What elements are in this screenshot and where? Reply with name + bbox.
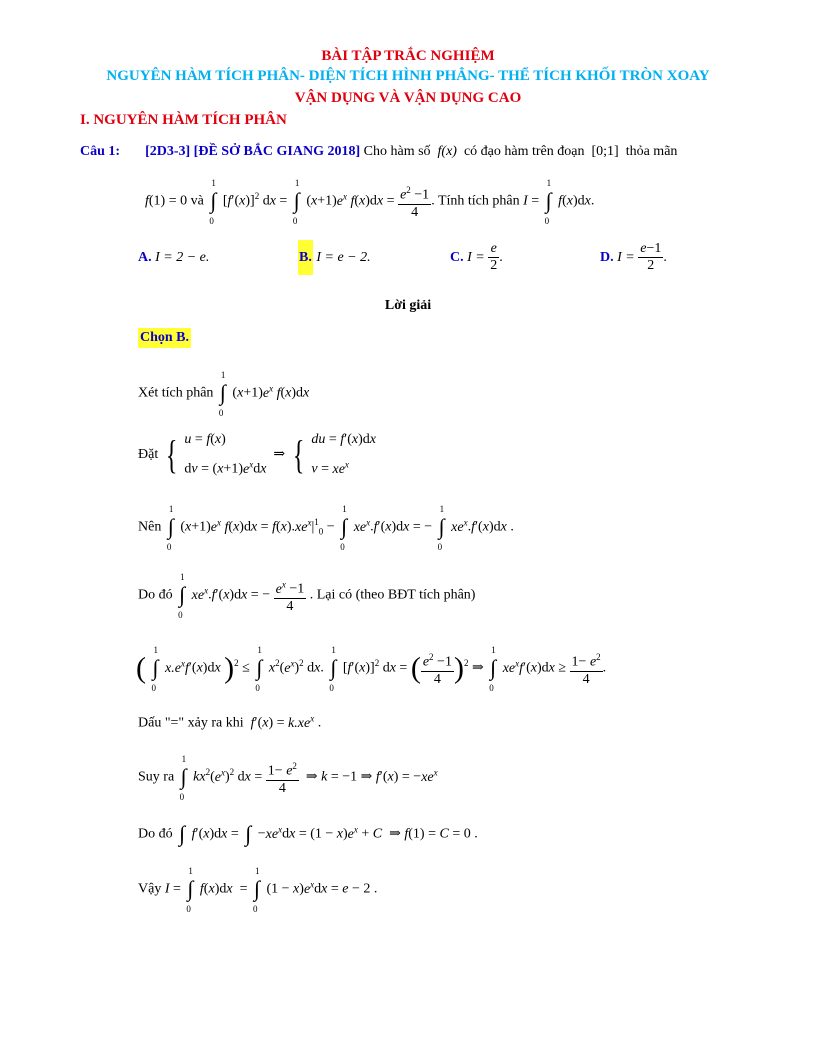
step-7: Do đó ∫ f′(x)dx = ∫ $-xe^xdx = (1 - x)e^x + C$ ⇒ f(1) = C = 0 . <box>138 821 478 847</box>
integral-sign: ∫ 1 0 <box>218 370 226 419</box>
integral-sign: ∫ 1 0 <box>209 178 217 227</box>
question-source: [ĐỀ SỞ BẮC GIANG 2018] <box>193 144 361 159</box>
fraction: $\frac{e}{2}$ <box>490 241 498 274</box>
integral-sign: ∫ 1 0 <box>489 645 497 694</box>
option-a[interactable]: A. I = 2 − e. <box>138 250 210 265</box>
step-5: Dấu "=" xảy ra khi $f'(x) = k.xe^x$ . <box>138 713 322 731</box>
step-1: Xét tích phân ∫ 1 0 $(x+1)e^x$ f(x)dx <box>138 370 310 419</box>
fraction: $\frac{1- e^2}{4}$ <box>570 649 603 688</box>
integral-sign: ∫ 1 0 <box>292 178 300 227</box>
solution-title: Lời giải <box>384 298 432 313</box>
integral-sign: ∫ 1 0 <box>166 504 174 553</box>
option-b[interactable]: B. I = e − 2. <box>298 240 371 276</box>
question-code: [2D3-3] <box>145 144 191 159</box>
step-4: Do đó ∫ 1 0 $xe^x.f'(x)dx$ = − $\frac{e^x -1}{4}$ . Lại có (theo BĐT tích phân) <box>138 572 476 621</box>
doc-title: BÀI TẬP TRẮC NGHIỆM <box>321 48 495 64</box>
doc-subtitle: NGUYÊN HÀM TÍCH PHÂN- DIỆN TÍCH HÌNH PHẲNG- THỂ TÍCH KHỐI TRÒN XOAY <box>106 68 710 84</box>
question-condition: f(1) = 0 và ∫ 1 0 $[f'(x)]^2$ dx = ∫ 1 0 $(x+1)e^x$ f(x)dx = $\frac{e^2 -1}{4}$ . Tính tích phân I = ∫ 1 0 f(x)dx. <box>145 178 595 227</box>
integral-sign: ∫ 1 0 <box>179 754 187 803</box>
integral-sign: ∫ 1 0 <box>186 866 194 915</box>
question-text-d: Tính tích phân <box>437 193 520 209</box>
fraction: $\frac{e^x -1}{4}$ <box>274 576 307 615</box>
question-text-a: Cho hàm số <box>363 144 431 159</box>
doc-subtitle-2: VẬN DỤNG VÀ VẬN DỤNG CAO <box>294 90 522 106</box>
chosen-answer: Chọn B. <box>138 328 191 348</box>
integral-sign: ∫ 1 0 <box>340 504 348 553</box>
math-f1: f <box>145 193 149 209</box>
option-b-label-highlight: B. <box>298 240 313 275</box>
integral-sign: ∫ 1 0 <box>329 645 337 694</box>
step-6: Suy ra ∫ 1 0 $kx^2(e^x)^2$ dx = $\frac{1- e^2}{4}$ ⇒ k = −1 ⇒ $f'(x) = -xe^x$ <box>138 754 438 803</box>
fraction: $\frac{e^2 -1}{4}$ <box>421 649 454 688</box>
math-interval: [0;1] <box>587 144 623 159</box>
fraction: $\frac{1- e^2}{4}$ <box>266 758 299 797</box>
math-fx: f(x) <box>434 144 461 159</box>
question-number: Câu 1: <box>80 144 121 159</box>
integral-sign: ∫ 1 0 <box>544 178 552 227</box>
option-c[interactable]: C. I = $\frac{e}{2}$ . <box>450 241 503 274</box>
fraction: $\frac{e-1}{2}$ <box>640 241 662 274</box>
step-8: Vậy I = ∫ 1 0 f(x)dx = ∫ 1 0 $(1 - x)e^xdx = e - 2$ . <box>138 866 378 915</box>
option-d[interactable]: D. I = $\frac{e-1}{2}$ . <box>600 241 667 274</box>
integral-sign: ∫ 1 0 <box>252 866 260 915</box>
integral-sign: ∫ 1 0 <box>437 504 445 553</box>
integral-sign: ∫ <box>245 821 252 847</box>
left-brace: { <box>165 431 178 477</box>
step-3: Nên ∫ 1 0 $(x+1)e^x$ $f(x)dx = f(x).xe^x|^1_0$ − ∫ 1 0 $xe^x.f'(x)dx$ = − ∫ 1 0 $xe^x.f'(x)dx$ . <box>138 504 514 553</box>
fraction: $\frac{e^2 -1}{4}$ <box>398 182 431 221</box>
integral-sign: ∫ 1 0 <box>151 645 159 694</box>
integral-sign: ∫ 1 0 <box>178 572 186 621</box>
question-text-c: thỏa mãn <box>625 144 678 159</box>
and-word: và <box>190 193 204 209</box>
integral-sign: ∫ <box>179 821 186 847</box>
section-heading: I. NGUYÊN HÀM TÍCH PHÂN <box>80 112 287 128</box>
step-2: Đặt { u = f(x) dv = $(x+1)e^xdx$ ⇒ { du = f′(x)dx $v = xe^x$ <box>138 431 376 477</box>
inequality: ( ∫ 1 0 $x.e^xf'(x)dx$ )$^2$ ≤ ∫ 1 0 $x^2(e^x)^2$ dx. ∫ 1 0 $[f'(x)]^2$ dx = ( $\frac{e^2 -1}{4}$ )$^2$ ⇒ ∫ 1 0 $xe^xf'(x)dx$ ≥ $\frac{1- e^2}{4}$ . <box>136 645 607 694</box>
left-brace: { <box>292 431 305 477</box>
question-line <box>80 144 677 160</box>
question-text-b: có đạo hàm trên đoạn <box>463 144 585 159</box>
integral-sign: ∫ 1 0 <box>255 645 263 694</box>
